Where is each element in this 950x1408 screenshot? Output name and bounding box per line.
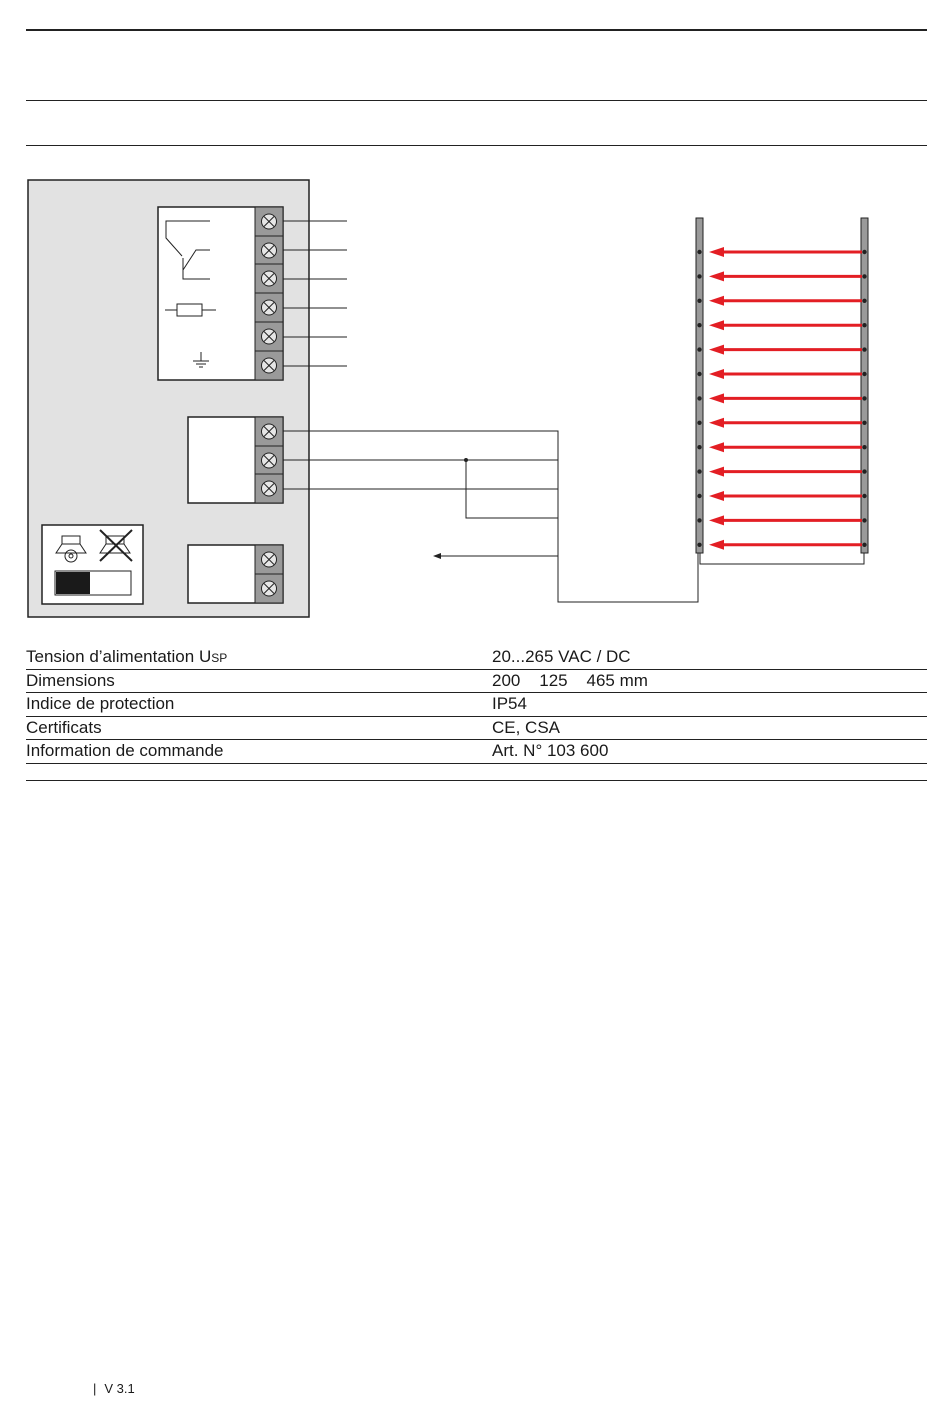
beam-node [697, 347, 701, 351]
spec-value: IP54 [492, 694, 527, 713]
beam-arrowhead [709, 491, 724, 501]
beam-node [862, 421, 866, 425]
spec-row-protection [26, 693, 927, 717]
beam-node [862, 518, 866, 522]
beam-node [697, 469, 701, 473]
sensor-wiring [283, 431, 864, 602]
beam-arrowhead [709, 320, 724, 330]
beam-arrowhead [709, 247, 724, 257]
selector-switch [55, 571, 131, 595]
spec-row-supply-voltage [26, 646, 927, 670]
footer-separator: | [93, 1381, 97, 1396]
spec-key: Certificats [26, 717, 102, 737]
footer [93, 1381, 135, 1396]
beam-node [697, 323, 701, 327]
sensor-terminal-block [188, 417, 283, 503]
wiring-diagram [0, 0, 950, 640]
specifications-table [26, 646, 927, 764]
beam-node [862, 372, 866, 376]
beam-node [862, 469, 866, 473]
beam-node [862, 250, 866, 254]
beam-node [862, 445, 866, 449]
beam-node [862, 274, 866, 278]
beam-node [697, 250, 701, 254]
spec-value: 200 125 465 mm [492, 670, 648, 690]
beam-arrowhead [709, 393, 724, 403]
alarm-switch-box [42, 525, 143, 604]
spec-key: Tension d’alimentation USP [26, 647, 228, 666]
beam-node [862, 347, 866, 351]
spec-row-dimensions [26, 670, 927, 694]
version-label: V 3.1 [104, 1381, 135, 1396]
beam-node [862, 323, 866, 327]
beam-arrowhead [709, 418, 724, 428]
beam-node [697, 274, 701, 278]
beam-arrowhead [709, 467, 724, 477]
beam-arrowhead [709, 369, 724, 379]
beam-node [697, 445, 701, 449]
beam-arrowhead [709, 442, 724, 452]
beam-arrowhead [709, 345, 724, 355]
spec-value: Art. N° 103 600 [492, 741, 609, 760]
beam-node [697, 372, 701, 376]
beam-arrowhead [709, 515, 724, 525]
beam-node [697, 543, 701, 547]
beam-node [862, 299, 866, 303]
spec-row-order-info [26, 740, 927, 764]
beam-arrowhead [709, 540, 724, 550]
beam-node [697, 299, 701, 303]
beam-node [697, 396, 701, 400]
spec-value: 20...265 VAC / DC [492, 647, 631, 666]
junction-dot [464, 458, 468, 462]
aux-terminal-block [188, 545, 283, 603]
emitter-rail [861, 218, 868, 553]
spec-key: Dimensions [26, 670, 115, 690]
beam-arrowhead [709, 271, 724, 281]
beam-node [862, 396, 866, 400]
spec-key: Indice de protection [26, 694, 175, 713]
beam-node [862, 543, 866, 547]
output-arrow-icon [433, 553, 441, 559]
beam-node [697, 421, 701, 425]
beam-node [697, 518, 701, 522]
table-bottom-rule [26, 780, 927, 781]
light-beams [697, 247, 866, 550]
power-relay-terminal-block [158, 207, 283, 380]
beam-node [862, 494, 866, 498]
beam-node [697, 494, 701, 498]
spec-key: Information de commande [26, 741, 224, 760]
receiver-rail [696, 218, 703, 553]
spec-row-certificates [26, 717, 927, 741]
spec-value: CE, CSA [492, 717, 561, 737]
beam-arrowhead [709, 296, 724, 306]
